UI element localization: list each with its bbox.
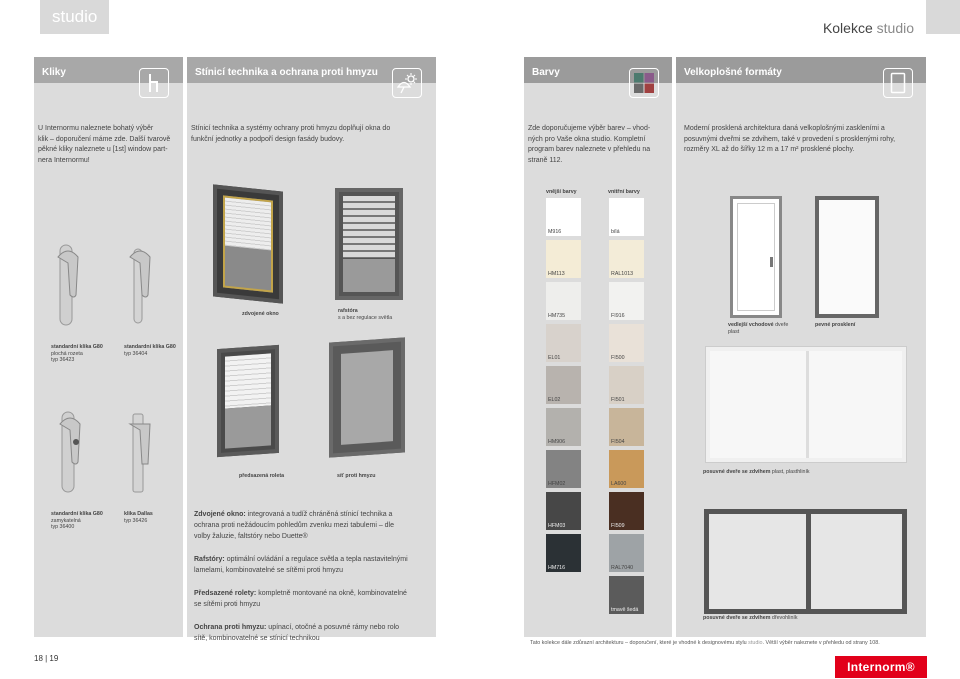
inner-colors-heading: vnitřní barvy — [608, 189, 640, 195]
shading-descriptions: Zdvojené okno: integrovaná a tudíž chráněná stínicí technika a ochrana proti nežádoucím pohledům zvenku mezi tabulemi – dle volby žaluzie, faltstóry nebo Duette® Rafstóry: optimální ovládání a regulace světla a tepla nastavitelnými lamelami, kombinovatelné se sítěmi proti hmyzu Předsazené rolety: kompletně montované na okně, kombinovatelné se sítěmi proti hmyzu Ochrana proti hmyzu: upínací, otočné a posuvné rámy nebo rolo sítě, kombinovatelné se stínicí technikou — [194, 511, 408, 642]
label-sliding-door-wood: posuvné dveře se zdvihem dřevohliník — [703, 615, 798, 621]
outer-swatch-label: HFM03 — [548, 523, 566, 529]
outer-swatch-label: HM113 — [548, 271, 565, 277]
outer-swatch-label: EL01 — [548, 355, 561, 361]
handle-caption-1: standardní klika G80 plochá rozeta typ 36423 — [51, 344, 103, 363]
panel-stinici: Stínicí technika a ochrana proti hmyzu Stínicí technika a systémy ochrany proti hmyzu doplňují okna do funkční jednotky a podpoří design fasády budovy. zdvojené okno rafstóra s a bez regulace světla předsazená roleta síť proti hmyzu Zdvojené okno: integrovaná a tudíž chráněná stínicí technika a ochrana proti nežádoucím pohledům zvenku mezi tabulemi – dle volby žaluzie, faltstóry nebo Duette® Rafstóry: optimální ovládání a regulace světla a tepla nastavitelnými lamelami, kombinovatelné se sítěmi proti hmyzu Předsazené rolety: kompletně montované na okně, kombinovatelné se sítěmi proti hmyzu Ochrana proti hmyzu: upínací, otočné a posuvné rámy nebo rolo sítě, kombinovatelné se stínicí technikou — [187, 57, 436, 637]
handle-caption-2: standardní klika G80 typ 36404 — [124, 344, 176, 357]
insect-screen-image — [329, 337, 405, 457]
outer-colors-heading: vnější barvy — [546, 189, 577, 195]
inner-swatch-label: FI500 — [611, 355, 625, 361]
inner-swatch-label: RAL1013 — [611, 271, 634, 277]
sun-umbrella-icon — [392, 68, 422, 98]
outer-swatch-label: HM906 — [548, 439, 566, 445]
section-title-velkoplosne: Velkoplošné formáty — [676, 57, 926, 83]
inner-swatch-label: FI916 — [611, 313, 625, 319]
inner-swatch-label: LA600 — [611, 481, 627, 487]
label-side-door: vedlejší vchodové dveře plast — [728, 322, 789, 335]
internorm-logo: Internorm® — [835, 656, 927, 678]
section-title-stinici: Stínicí technika a ochrana proti hmyzu — [187, 57, 436, 83]
label-fixed-glazing: pevné prosklení — [815, 322, 856, 328]
handle-image-1 — [46, 235, 86, 335]
sliding-door-plastic-image — [706, 347, 906, 462]
label-raffstore: rafstóra s a bez regulace světla — [338, 308, 393, 321]
label-insect-screen: síť proti hmyzu — [337, 473, 376, 479]
inner-swatch-label: tmavě šedá — [611, 607, 639, 613]
panel-kliky: Kliky U Internormu naleznete bohatý výběr klik – doporučení máme zde. Další tvarově pěkné kliky naleznete u [1st] window part- nera Internormu! standardní klika G80 plochá rozeta typ 36423 standardní klika G80 typ 36404 standardní klika G80 zamykatelná typ 36400 klika Dallas typ 36426 — [34, 57, 183, 637]
fixed-glazing-image — [815, 196, 879, 318]
label-double-window: zdvojené okno — [242, 311, 279, 317]
section-title-kliky: Kliky — [34, 57, 183, 83]
outer-swatch-label: HFM02 — [548, 481, 566, 487]
corner-block — [926, 0, 960, 34]
raffstore-window-image — [335, 188, 403, 300]
handle-caption-3: standardní klika G80 zamykatelná typ 36400 — [51, 511, 103, 530]
outer-swatch-label: HM735 — [548, 313, 566, 319]
inner-swatch-label: FI501 — [611, 397, 625, 403]
side-door-image — [730, 196, 782, 318]
inner-swatch-label: FI504 — [611, 439, 625, 445]
outer-swatch-label: M916 — [548, 229, 562, 235]
outer-swatch-label: EL02 — [548, 397, 561, 403]
page-numbers: 18 | 19 — [34, 654, 59, 663]
label-sliding-door-plastic: posuvné dveře se zdvihem plast, plasthliník — [703, 469, 810, 475]
panel-velkoplosne: Velkoplošné formáty Moderní prosklená architektura daná velkoplošnými zaskleními a posuvnými dveřmi se zdvihem, také v provedení s prosklenými rohy, rozměry XL až do šířky 12 m a 17 m² prosklené plochy. vedlejší vchodové dveře plast pevné prosklení posuvné dveře se zdvihem plast, plasthliník posuvné dveře se zdvihem dřevohliník — [676, 57, 926, 637]
double-window-image — [213, 184, 283, 303]
handle-caption-4: klika Dallas typ 36426 — [124, 511, 153, 524]
handle-image-3 — [48, 402, 88, 502]
outer-swatch-label: HM716 — [548, 565, 566, 571]
roller-shutter-image — [217, 345, 279, 457]
studio-tab: studio — [40, 0, 109, 34]
sliding-door-wood-image — [704, 509, 907, 614]
inner-swatch-label: FI509 — [611, 523, 625, 529]
section-title-barvy: Barvy — [524, 57, 672, 83]
page-heading: Kolekce studio — [822, 20, 914, 36]
inner-swatch-label: bílá — [611, 229, 620, 235]
color-palette-icon — [629, 68, 659, 98]
footer-note: Tato kolekce dále zdůrazní architekturu – doporučení, které je vhodné k designovému stylu studio. Větší výběr naleznete v přehledu od strany 108. — [530, 640, 880, 646]
handle-image-2 — [118, 235, 158, 335]
handle-icon — [139, 68, 169, 98]
handle-image-4 — [118, 402, 158, 502]
panel-barvy: Barvy Zde doporučujeme výběr barev – vhod- ných pro Vaše okna studio. Kompletní program barev naleznete v přehledu na straně 112. vnější barvy vnitřní barvy M916 HM113 HM735 EL01 EL02 HM906 HFM02 HFM03 HM716 bílá RAL1013 FI916 FI500 FI501 FI504 LA600 FI509 RAL7040 tmavě šedá — [524, 57, 672, 637]
large-window-icon — [883, 68, 913, 98]
label-roller-shutter: předsazená roleta — [239, 473, 285, 479]
inner-swatch-label: RAL7040 — [611, 565, 634, 571]
